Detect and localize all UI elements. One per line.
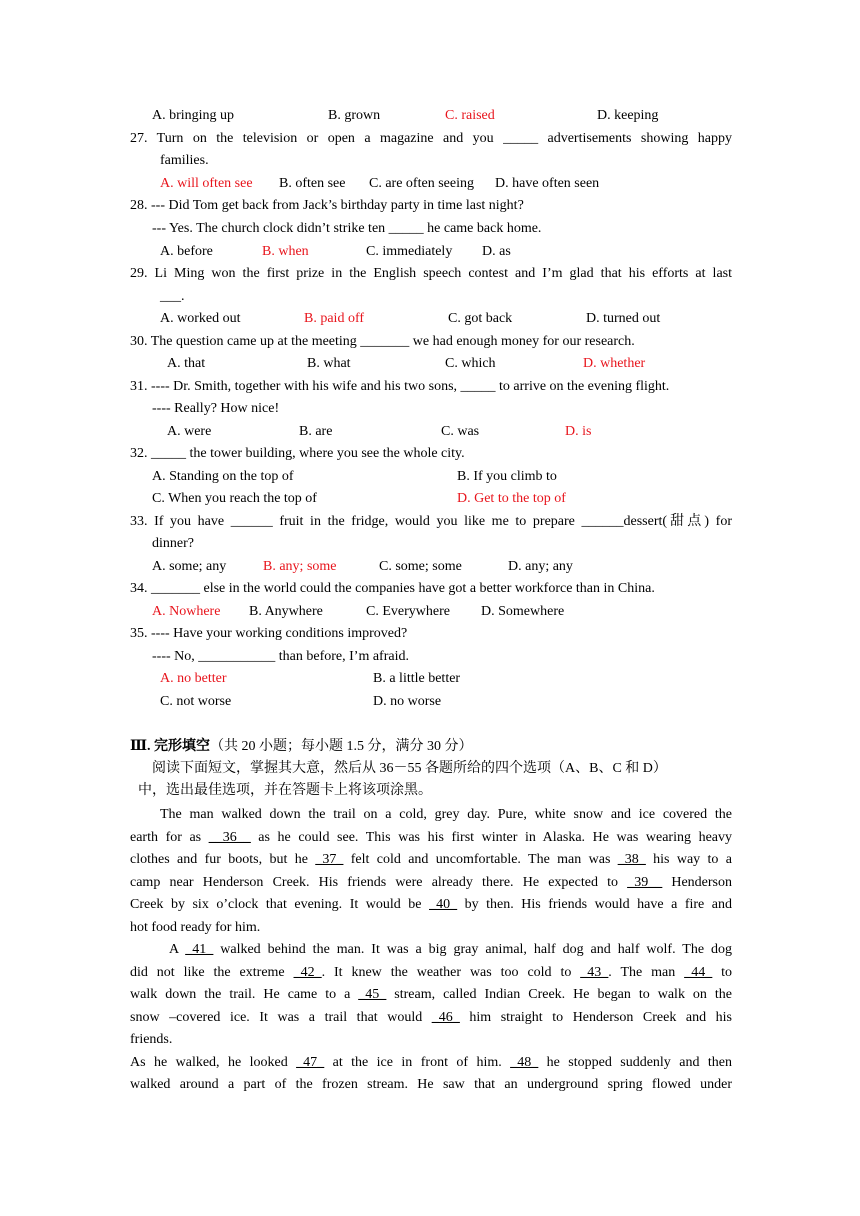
q29-option-d: D. turned out [586, 311, 661, 326]
q31-stem: 31. ---- Dr. Smith, together with his wife and his two sons, _____ to arrive on the evening flight. [130, 379, 670, 394]
q28-option-a: A. before [160, 244, 213, 259]
q26-option-b: B. grown [328, 108, 381, 123]
passage-line: walked around a part of the frozen stream. He saw that an underground spring flowed under [130, 1077, 732, 1092]
blank-46: _46_ [431, 1010, 460, 1025]
q29-option-c: C. got back [448, 311, 513, 326]
section-3-number: Ⅲ. 完形填空 [130, 739, 211, 754]
q27-stem: 27. Turn on the television or open a magazine and you _____ advertisements showing happy [130, 131, 732, 146]
q29-option-b: B. paid off [304, 311, 365, 326]
passage-line: hot food ready for him. [130, 920, 261, 935]
q35-option-d: D. no worse [373, 694, 442, 709]
q34-option-d: D. Somewhere [481, 604, 565, 619]
q34-option-b: B. Anywhere [249, 604, 323, 619]
q27-stem-cont: families. [160, 153, 209, 168]
q27-option-c: C. are often seeing [369, 176, 474, 191]
q33-option-c: C. some; some [379, 559, 462, 574]
q31-stem-cont: ---- Really? How nice! [152, 401, 280, 416]
blank-44: _44_ [684, 965, 713, 980]
q26-option-d: D. keeping [597, 108, 659, 123]
q29-stem-cont: ___. [160, 289, 185, 304]
q28-option-b: B. when [262, 244, 309, 259]
q28-option-c: C. immediately [366, 244, 453, 259]
q32-option-d: D. Get to the top of [457, 491, 566, 506]
q27-option-d: D. have often seen [495, 176, 600, 191]
q35-option-b: B. a little better [373, 671, 461, 686]
q33-stem: 33. If you have ______ fruit in the fridge, would you like me to prepare ______dessert(甜点) for [130, 514, 732, 529]
blank-36: __36__ [208, 830, 251, 845]
passage-line: A _41_ walked behind the man. It was a big gray animal, half dog and half wolf. The dog [169, 942, 732, 957]
q33-stem-cont: dinner? [152, 536, 194, 551]
passage-line: did not like the extreme _42_. It knew the weather was too cold to _43_. The man _44_ to [130, 965, 732, 980]
passage-line: As he walked, he looked _47_ at the ice in front of him. _48_ he stopped suddenly and then [130, 1055, 732, 1070]
q32-stem: 32. _____ the tower building, where you see the whole city. [130, 446, 465, 461]
passage-line: clothes and fur boots, but he _37_ felt cold and uncomfortable. The man was _38_ his way to a [130, 852, 733, 867]
blank-37: _37_ [315, 852, 344, 867]
q30-option-a: A. that [167, 356, 206, 371]
q30-stem: 30. The question came up at the meeting _______ we had enough money for our research. [130, 334, 635, 349]
passage-line: The man walked down the trail on a cold, grey day. Pure, white snow and ice covered the [160, 807, 732, 822]
blank-38: _38_ [617, 852, 646, 867]
passage-line: Creek by six o’clock that evening. It would be _40_ by then. His friends would have a fire and [130, 897, 733, 912]
q28-option-d: D. as [482, 244, 511, 259]
q35-option-a: A. no better [160, 671, 227, 686]
blank-45: _45_ [358, 987, 387, 1002]
q35-option-c: C. not worse [160, 694, 232, 709]
q28-stem-cont: --- Yes. The church clock didn’t strike ten _____ he came back home. [152, 221, 542, 236]
q28-stem: 28. --- Did Tom get back from Jack’s birthday party in time last night? [130, 198, 524, 213]
blank-47: _47_ [296, 1055, 325, 1070]
q29-stem: 29. Li Ming won the first prize in the English speech contest and I’m glad that his efforts at last [130, 266, 732, 281]
q29-option-a: A. worked out [160, 311, 241, 326]
q31-option-a: A. were [167, 424, 212, 439]
blank-41: _41_ [185, 942, 214, 957]
section-3-scoring: （共 20 小题；每小题 1.5 分，满分 30 分） [210, 739, 473, 754]
q35-stem: 35. ---- Have your working conditions improved? [130, 626, 408, 641]
passage-line: snow –covered ice. It was a trail that would _46_ him straight to Henderson Creek and his [130, 1010, 732, 1025]
q32-option-b: B. If you climb to [457, 469, 557, 484]
q31-option-c: C. was [441, 424, 480, 439]
section-3-instructions-cont: 中，选出最佳选项，并在答题卡上将该项涂黑。 [138, 783, 432, 798]
passage-line: walk down the trail. He came to a _45_ stream, called Indian Creek. He began to walk on the [130, 987, 733, 1002]
q30-option-c: C. which [445, 356, 496, 371]
blank-42: _42_ [293, 965, 322, 980]
q33-option-a: A. some; any [152, 559, 227, 574]
blank-40: _40_ [429, 897, 458, 912]
section-3-instructions: 阅读下面短文，掌握其大意，然后从 36－55 各题所给的四个选项（A、B、C 和 D） [152, 761, 667, 776]
q31-option-b: B. are [299, 424, 333, 439]
q34-option-a: A. Nowhere [152, 604, 221, 619]
section-3-heading [130, 737, 473, 757]
q30-option-b: B. what [307, 356, 351, 371]
passage-line: camp near Henderson Creek. His friends were already there. He expected to _39__ Henderson [130, 875, 733, 890]
q33-option-d: D. any; any [508, 559, 573, 574]
q26-option-c: C. raised [445, 108, 495, 123]
q32-option-c: C. When you reach the top of [152, 491, 317, 506]
q34-option-c: C. Everywhere [366, 604, 450, 619]
q30-option-d: D. whether [583, 356, 646, 371]
q32-option-a: A. Standing on the top of [152, 469, 294, 484]
q33-option-b: B. any; some [263, 559, 337, 574]
q35-stem-cont: ---- No, ___________ than before, I’m afraid. [152, 649, 409, 664]
q27-option-a: A. will often see [160, 176, 253, 191]
blank-39: _39__ [627, 875, 663, 890]
q27-option-b: B. often see [279, 176, 346, 191]
blank-48: _48_ [510, 1055, 539, 1070]
q31-option-d: D. is [565, 424, 592, 439]
passage-line: earth for as __36__ as he could see. This was his first winter in Alaska. He was wearing heavy [130, 830, 732, 845]
q26-option-a: A. bringing up [152, 108, 235, 123]
blank-43: _43_ [580, 965, 609, 980]
passage-line: friends. [130, 1032, 173, 1047]
q34-stem: 34. _______ else in the world could the companies have got a better workforce than in China. [130, 581, 655, 596]
